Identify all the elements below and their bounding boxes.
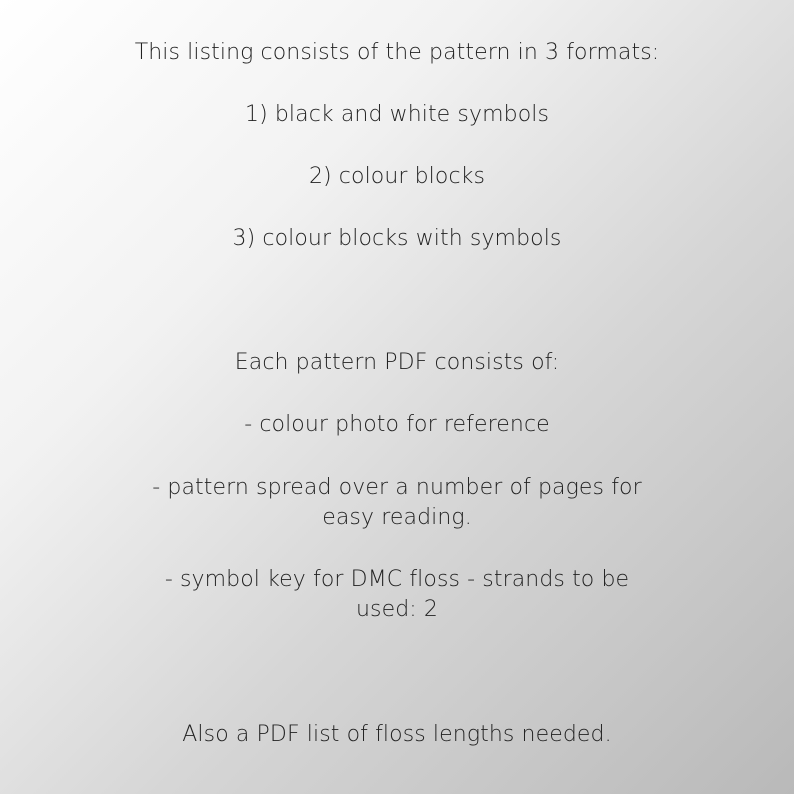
formats-intro: This listing consists of the pattern in 3 formats: (134, 40, 660, 65)
format-item-2: 2) colour blocks (308, 164, 486, 189)
footer-note: Also a PDF list of floss lengths needed. (182, 722, 612, 747)
format-item-1: 1) black and white symbols (244, 102, 550, 127)
contents-intro: Each pattern PDF consists of: (234, 350, 560, 375)
contents-item-pattern: - pattern spread over a number of pages for easy reading. (152, 475, 642, 530)
contents-item-symbol-key: - symbol key for DMC floss - strands to be used: 2 (164, 567, 630, 622)
format-item-3: 3) colour blocks with symbols (232, 226, 562, 251)
contents-item-photo: - colour photo for reference (244, 412, 550, 437)
